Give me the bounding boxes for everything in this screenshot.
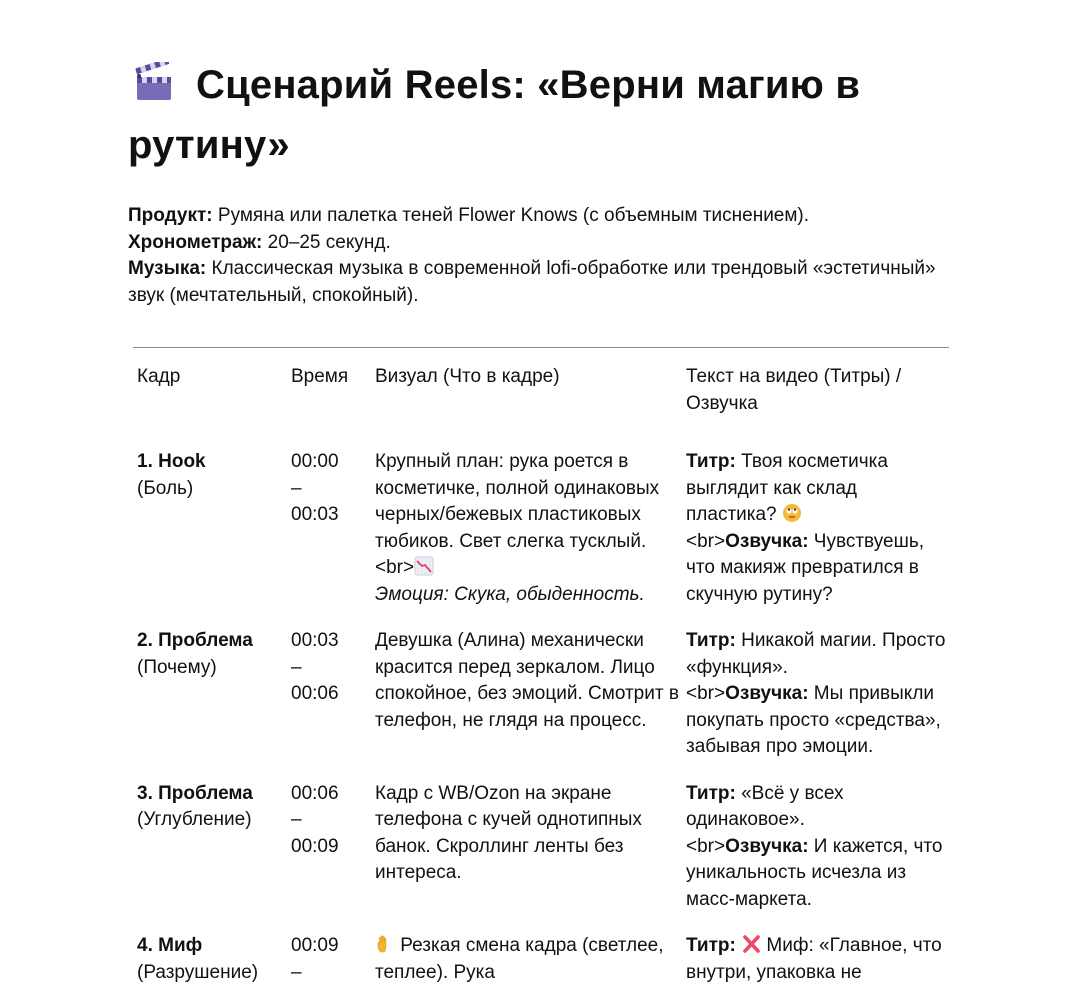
header-visual: Визуал (Что в кадре) xyxy=(375,366,560,387)
time-cell: 00:09 – xyxy=(291,935,339,983)
visual-cell: Резкая смена кадра (светлее, теплее). Рука xyxy=(375,935,664,983)
meta-music: Музыка: Классическая музыка в современной lofi-обработке или трендовый «эстетичный» звук (мечтательный, спокойный). xyxy=(128,258,936,306)
script-meta xyxy=(128,203,958,309)
frame-cell: 1. Hook (Боль) xyxy=(137,451,206,499)
header-caption: Текст на видео (Титры) / Озвучка xyxy=(686,366,902,414)
header-frame: Кадр xyxy=(137,366,181,387)
visual-cell: Крупный план: рука роется в косметичке, полной одинаковых черных/бежевых пластиковых тюбиков. Свет слегка тусклый. <br> Эмоция: Скука, обыденность. xyxy=(375,451,660,605)
cross-mark-icon xyxy=(741,934,761,954)
frame-cell: 3. Проблема (Углубление) xyxy=(137,782,253,830)
header-time: Время xyxy=(291,366,349,387)
raised-hand-icon xyxy=(375,934,395,954)
caption-cell: Титр: Твоя косметичка выглядит как склад пластика? <br>Озвучка: Чувствуешь, что макияж превратился в скучную рутину? xyxy=(686,451,925,605)
divider xyxy=(133,347,949,348)
time-cell: 00:06 – 00:09 xyxy=(291,782,339,857)
table-row xyxy=(133,781,946,934)
page-title: Сценарий Reels: «Верни магию в рутину» xyxy=(128,0,958,175)
chart-decreasing-icon xyxy=(414,556,434,576)
visual-cell: Девушка (Алина) механически красится перед зеркалом. Лицо спокойное, без эмоций. Смотрит в телефон, не глядя на процесс. xyxy=(375,630,679,731)
table-row xyxy=(133,933,946,1006)
caption-cell: Титр: Миф: «Главное, что внутри, упаковка не xyxy=(686,935,942,983)
caption-cell: Титр: «Всё у всех одинаковое». <br>Озвучка: И кажется, что уникальность исчезла из масс-маркета. xyxy=(686,782,943,910)
clapper-board-icon xyxy=(134,59,174,99)
time-cell: 00:03 – 00:06 xyxy=(291,630,339,704)
face-rolling-eyes-icon xyxy=(782,503,802,523)
time-cell: 00:00 – 00:03 xyxy=(291,451,339,525)
frame-cell: 2. Проблема (Почему) xyxy=(137,630,253,678)
visual-cell: Кадр с WB/Ozon на экране телефона с кучей однотипных банок. Скроллинг ленты без интереса. xyxy=(375,782,642,883)
script-table xyxy=(133,364,946,1006)
table-header-row xyxy=(133,364,946,449)
table-row xyxy=(133,449,946,628)
meta-product: Продукт: Румяна или палетка теней Flower Knows (с объемным тиснением). xyxy=(128,205,810,226)
frame-cell: 4. Миф (Разрушение) xyxy=(137,935,259,983)
caption-cell: Титр: Никакой магии. Просто «функция». <br>Озвучка: Мы привыкли покупать просто «средства», забывая про эмоции. xyxy=(686,630,946,757)
meta-duration: Хронометраж: 20–25 секунд. xyxy=(128,231,391,253)
table-row xyxy=(133,628,946,781)
